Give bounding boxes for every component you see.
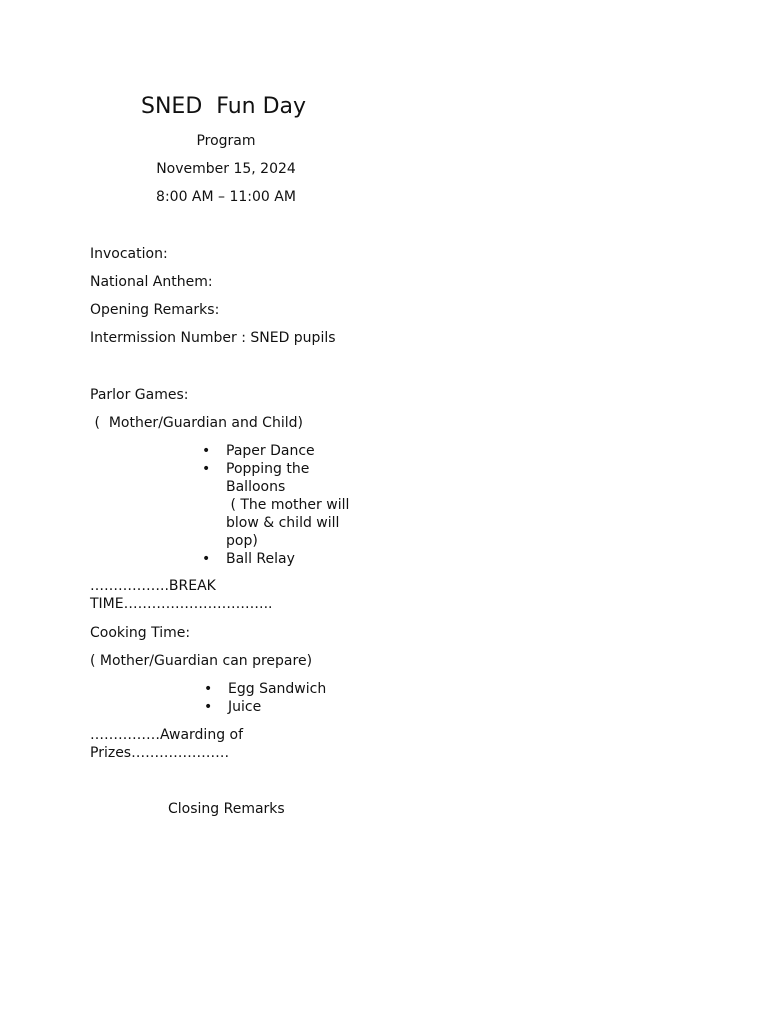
event-time: 8:00 AM – 11:00 AM	[156, 189, 296, 205]
list-item	[202, 442, 350, 460]
list-item-label: Egg Sandwich	[228, 681, 327, 697]
program-subtitle: Program	[196, 133, 256, 149]
program-item-invocation: Invocation:	[90, 246, 168, 262]
list-item	[204, 680, 352, 698]
list-item-label: Paper Dance	[226, 443, 315, 459]
awarding-line-2: Prizes…………………	[90, 745, 230, 761]
cooking-time-heading: Cooking Time:	[90, 625, 191, 641]
bullet-icon: •	[202, 443, 211, 459]
list-item	[202, 550, 350, 568]
awarding-line-1: ……………Awarding of	[90, 727, 244, 743]
cooking-time-note: ( Mother/Guardian can prepare)	[90, 653, 313, 669]
parlor-games-heading: Parlor Games:	[90, 387, 189, 403]
document-title: SNED Fun Day	[141, 94, 307, 119]
list-item	[204, 698, 352, 716]
parlor-games-note: ( Mother/Guardian and Child)	[90, 415, 303, 431]
bullet-icon: •	[202, 551, 211, 567]
list-item-label: Popping the Balloons	[226, 461, 310, 495]
bullet-icon: •	[204, 699, 213, 715]
program-item-opening-remarks: Opening Remarks:	[90, 302, 220, 318]
list-item	[202, 460, 350, 550]
cooking-list	[204, 680, 352, 716]
program-item-intermission: Intermission Number : SNED pupils	[90, 330, 336, 346]
bullet-icon: •	[202, 461, 211, 477]
list-item-label: Ball Relay	[226, 551, 295, 567]
list-item-label: Juice	[228, 699, 262, 715]
break-time-line-2: TIME…………………………..	[90, 596, 273, 612]
bullet-icon: •	[204, 681, 213, 697]
event-date: November 15, 2024	[156, 161, 296, 177]
closing-remarks: Closing Remarks	[168, 801, 285, 817]
list-item-sublabel: ( The mother will blow & child will pop)	[226, 497, 350, 549]
parlor-games-list	[202, 442, 350, 568]
program-item-national-anthem: National Anthem:	[90, 274, 213, 290]
break-time-line-1: ……………..BREAK	[90, 578, 216, 594]
